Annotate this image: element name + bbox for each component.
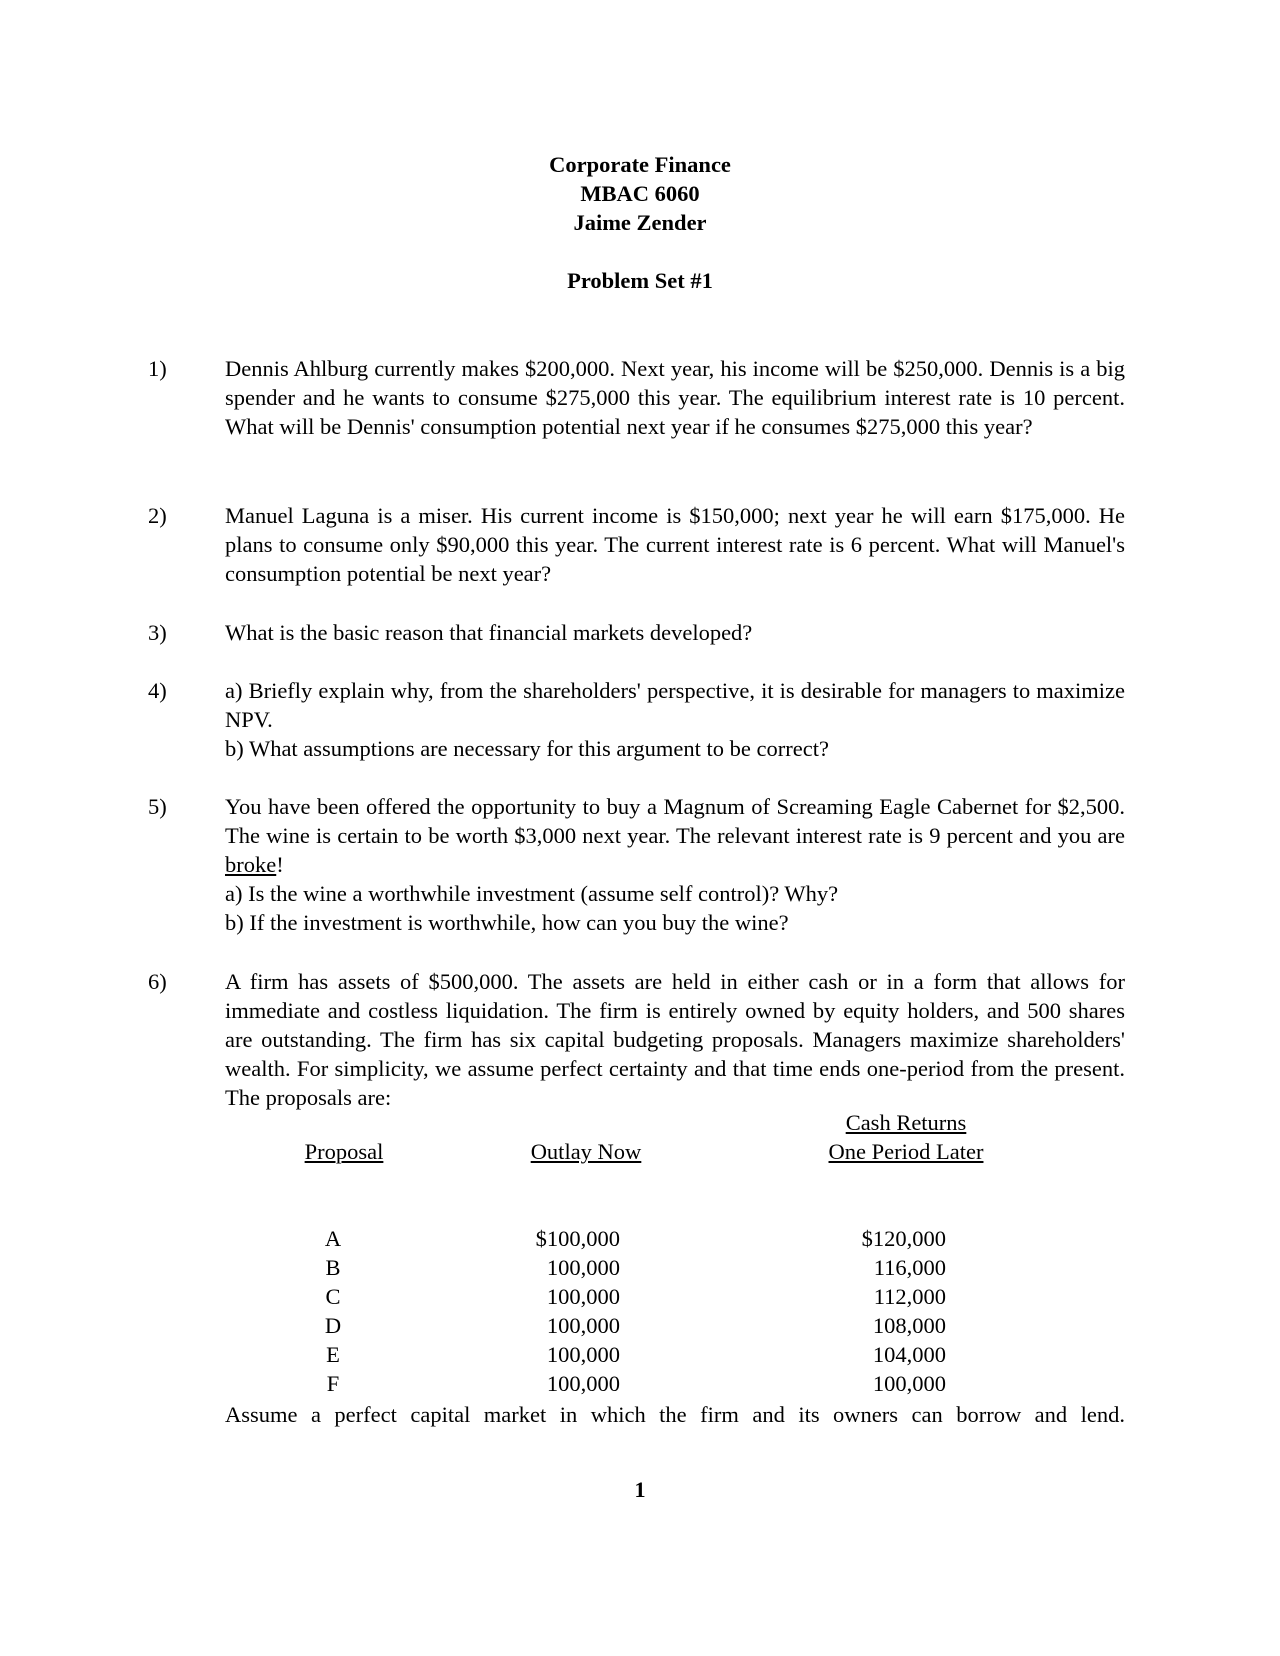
question-body bbox=[225, 501, 1125, 588]
cell-proposal: C bbox=[325, 1284, 341, 1309]
cell-proposal: A bbox=[324, 1226, 342, 1251]
question-number: 6) bbox=[148, 969, 167, 994]
question-number: 2) bbox=[148, 503, 167, 528]
cell-returns: 104,000 bbox=[872, 1342, 946, 1367]
document-header bbox=[0, 150, 1280, 295]
question-body bbox=[225, 618, 1125, 647]
question-number: 3) bbox=[148, 620, 167, 645]
question-number: 4) bbox=[148, 678, 167, 703]
cell-outlay: 100,000 bbox=[546, 1371, 620, 1396]
problem-set-title: Problem Set #1 bbox=[567, 268, 713, 293]
question-text bbox=[225, 792, 1125, 879]
cell-returns: 116,000 bbox=[873, 1255, 946, 1280]
question-body bbox=[225, 354, 1125, 441]
question-intro-end: ! bbox=[276, 852, 284, 877]
cell-proposal: D bbox=[324, 1313, 342, 1338]
course-code: MBAC 6060 bbox=[580, 181, 700, 206]
question-part-b: b) If the investment is worthwhile, how can you buy the wine? bbox=[225, 910, 789, 935]
cell-outlay: $100,000 bbox=[535, 1226, 620, 1251]
header-returns-line1: Cash Returns bbox=[845, 1110, 967, 1135]
underlined-word: broke bbox=[225, 852, 277, 877]
closing-text: Assume a perfect capital market in which the firm and its owners can borrow and lend. bbox=[225, 1402, 1125, 1427]
question-text: Manuel Laguna is a miser. His current income is $150,000; next year he will earn $175,000. He plans to consume only $90,000 this year. The current interest rate is 6 percent. What will Manuel's consumption potential be next year? bbox=[225, 503, 1125, 586]
cell-returns: 100,000 bbox=[872, 1371, 946, 1396]
question-text: Dennis Ahlburg currently makes $200,000. Next year, his income will be $250,000. Dennis is a big spender and he wants to consume $275,000 this year. The equilibrium interest rate is 10 percent. What will be Dennis' consumption potential next year if he consumes $275,000 this year? bbox=[225, 356, 1125, 439]
question-number: 1) bbox=[148, 356, 167, 381]
question-intro: You have been offered the opportunity to buy a Magnum of Screaming Eagle Cabernet for $2,500. The wine is certain to be worth $3,000 next year. The relevant interest rate is 9 percent and you are bbox=[225, 794, 1125, 848]
cell-outlay: 100,000 bbox=[546, 1255, 620, 1280]
cell-proposal: F bbox=[326, 1371, 340, 1396]
cell-outlay: 100,000 bbox=[546, 1313, 620, 1338]
table-row bbox=[0, 1282, 1280, 1311]
question-part-b: b) What assumptions are necessary for this argument to be correct? bbox=[225, 736, 829, 761]
header-returns-line2: One Period Later bbox=[828, 1139, 984, 1164]
cell-returns: 112,000 bbox=[873, 1284, 946, 1309]
table-row bbox=[0, 1369, 1280, 1398]
cell-returns: 108,000 bbox=[872, 1313, 946, 1338]
header-proposal: Proposal bbox=[304, 1139, 384, 1164]
question-body bbox=[225, 792, 1125, 937]
question-body bbox=[225, 967, 1125, 1112]
instructor-name: Jaime Zender bbox=[573, 210, 707, 235]
question-text: A firm has assets of $500,000. The assets are held in either cash or in a form that allows for immediate and costless liquidation. The firm is entirely owned by equity holders, and 500 shares are outstanding. The firm has six capital budgeting proposals. Managers maximize shareholders' wealth. For simplicity, we assume perfect certainty and that time ends one-period from the present. The proposals are: bbox=[225, 969, 1125, 1110]
course-title: Corporate Finance bbox=[549, 152, 731, 177]
table-row bbox=[0, 1224, 1280, 1253]
cell-returns: $120,000 bbox=[861, 1226, 946, 1251]
cell-outlay: 100,000 bbox=[546, 1284, 620, 1309]
cell-outlay: 100,000 bbox=[546, 1342, 620, 1367]
header-outlay: Outlay Now bbox=[530, 1139, 642, 1164]
question-part-a: a) Is the wine a worthwhile investment (assume self control)? Why? bbox=[225, 881, 839, 906]
cell-proposal: B bbox=[325, 1255, 341, 1280]
table-row bbox=[0, 1311, 1280, 1340]
table-row bbox=[0, 1340, 1280, 1369]
table-row bbox=[0, 1253, 1280, 1282]
question-number: 5) bbox=[148, 794, 167, 819]
question-body bbox=[225, 676, 1125, 763]
page-number: 1 bbox=[634, 1477, 646, 1502]
question-part-a: a) Briefly explain why, from the shareholders' perspective, it is desirable for managers to maximize NPV. bbox=[225, 678, 1125, 732]
question-text: What is the basic reason that financial markets developed? bbox=[225, 620, 753, 645]
cell-proposal: E bbox=[326, 1342, 340, 1367]
